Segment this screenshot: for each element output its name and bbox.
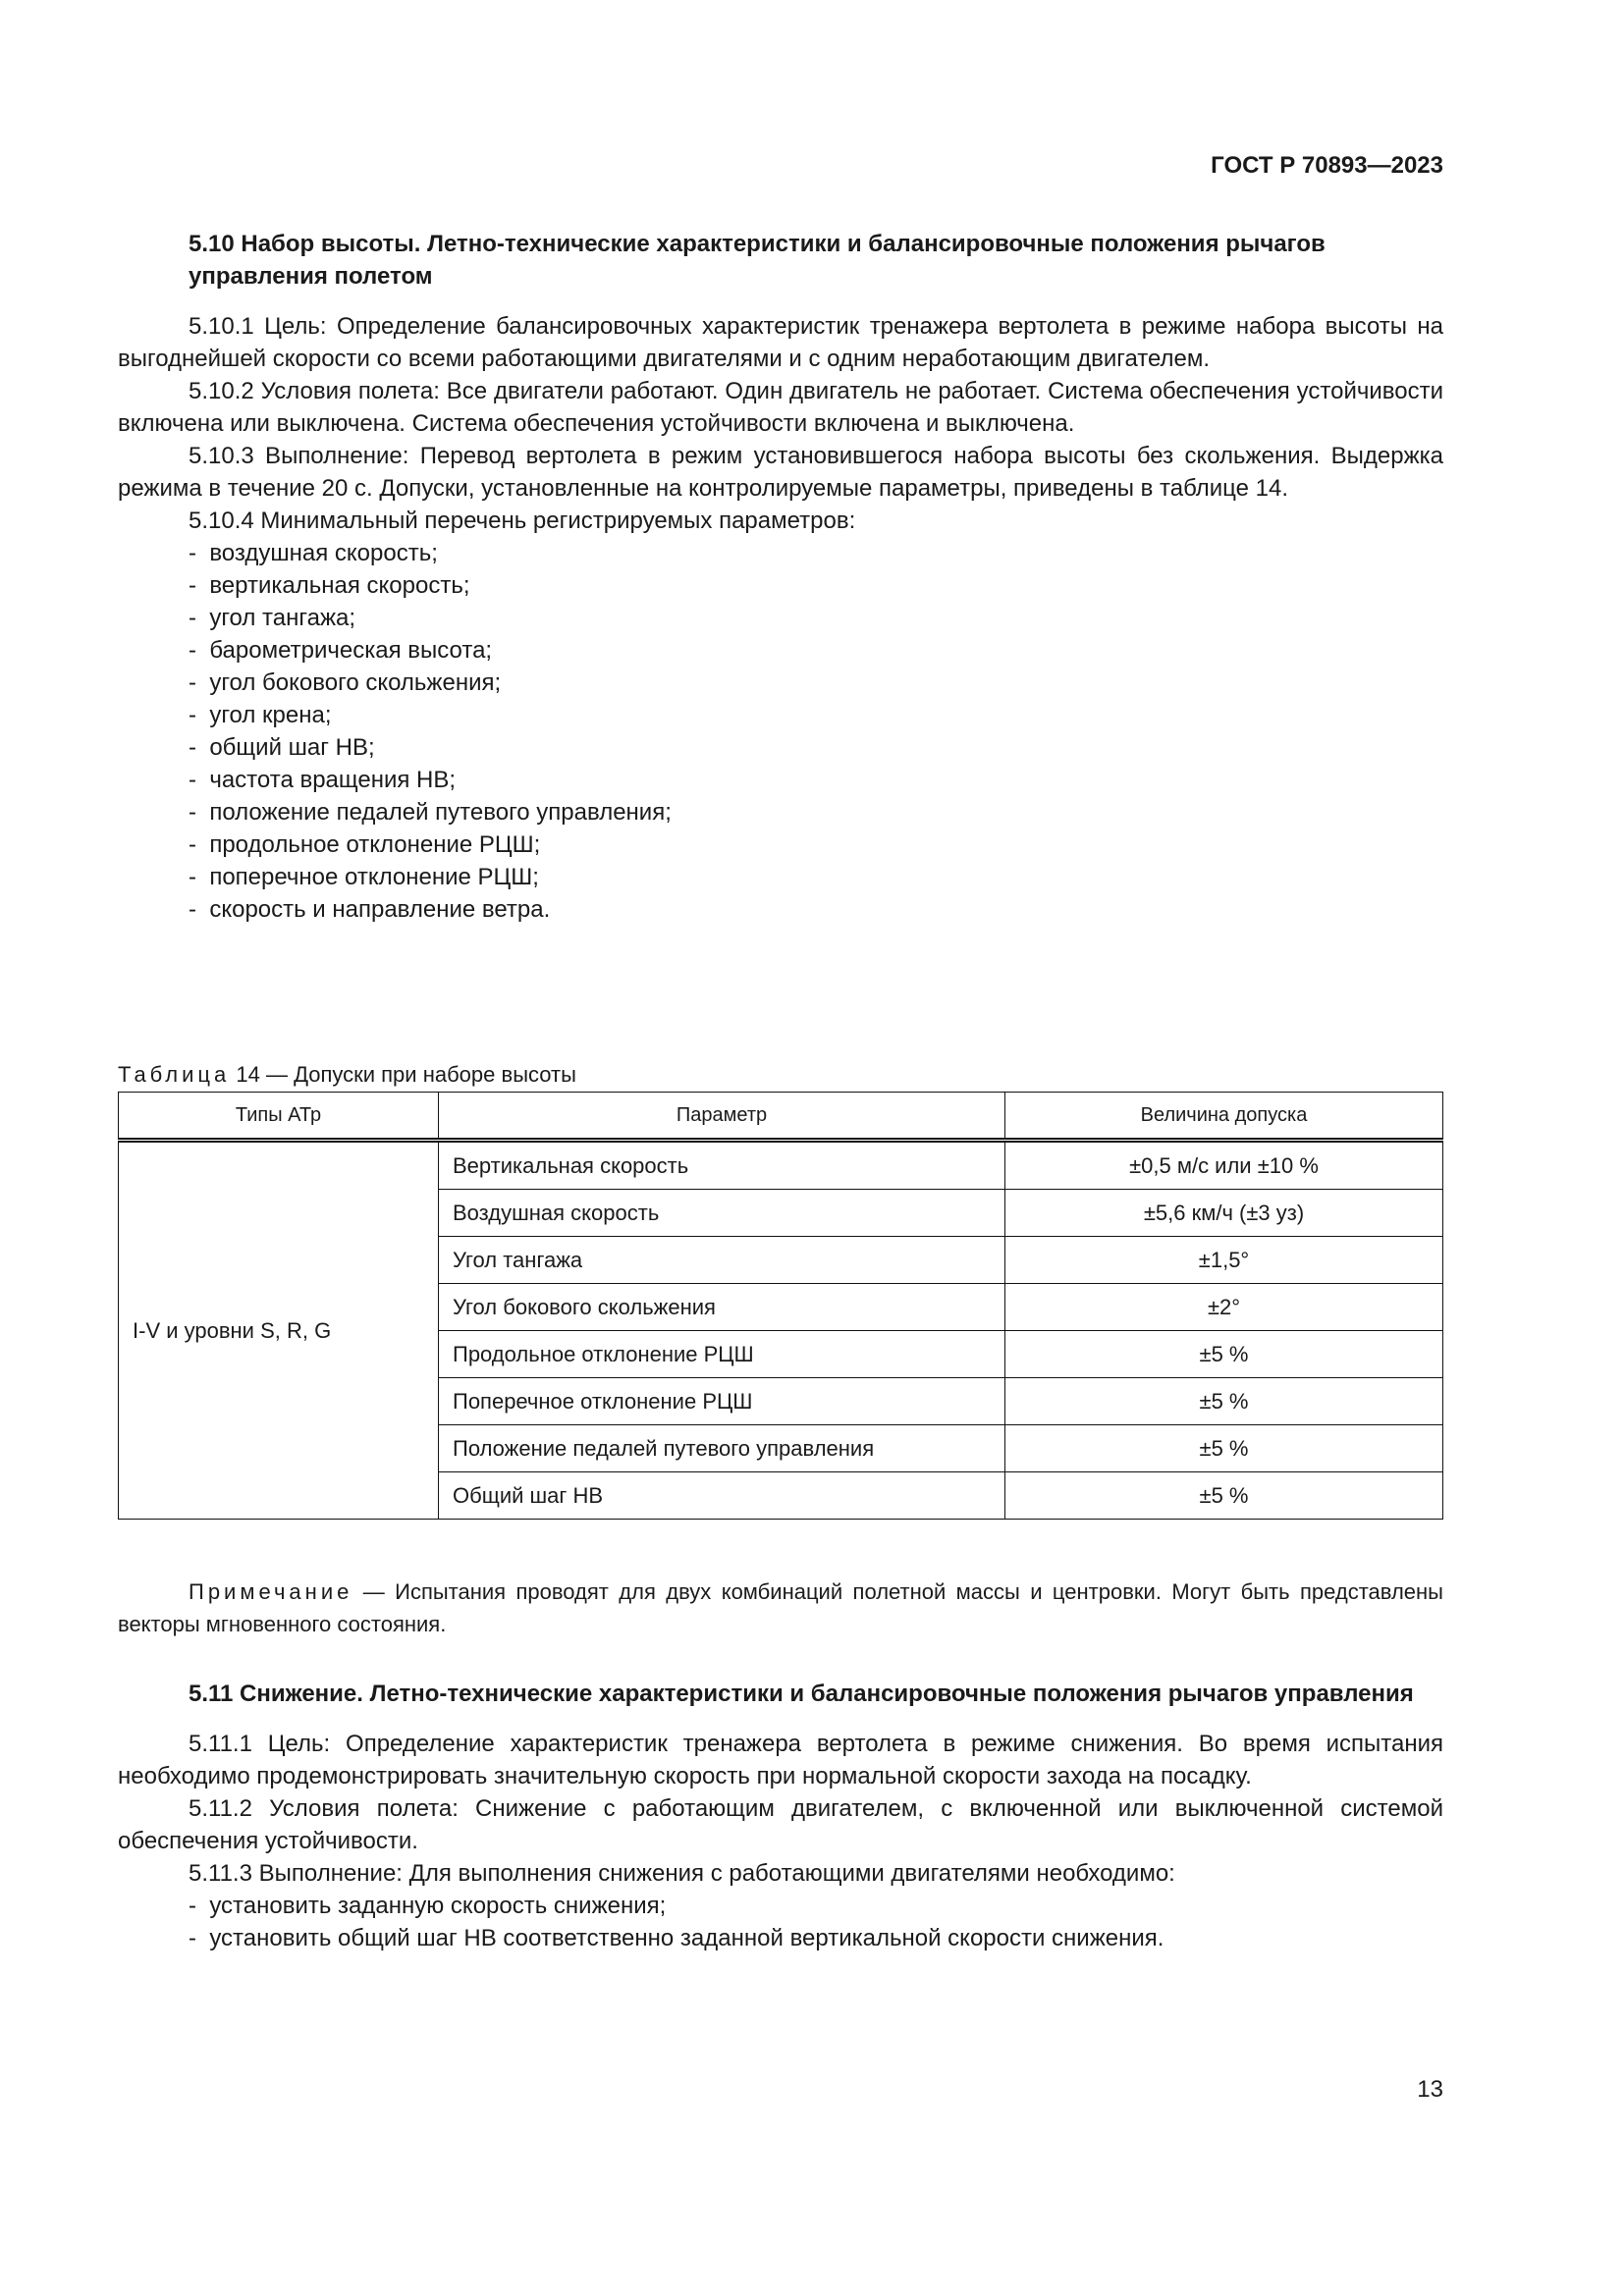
tolerance-cell: ±0,5 м/с или ±10 % [1005,1141,1443,1190]
tolerance-table [118,1092,1443,1520]
parameter-cell: Общий шаг НВ [439,1472,1005,1520]
parameter-cell: Воздушная скорость [439,1190,1005,1237]
procedure-list [118,1890,1443,1954]
tolerance-cell: ±5 % [1005,1472,1443,1520]
table-note [118,1575,1443,1640]
parameter-cell: Угол тангажа [439,1237,1005,1284]
tolerance-cell: ±5 % [1005,1331,1443,1378]
tolerance-cell: ±2° [1005,1284,1443,1331]
table-row [119,1141,1443,1190]
table-caption [118,1058,576,1091]
section-heading: 5.10 Набор высоты. Летно-технические характеристики и балансировочные положения рычагов управления полетом [189,231,1326,290]
paragraph-5-10-2: 5.10.2 Условия полета: Все двигатели работают. Один двигатель не работает. Система обеспечения устойчивости включена или выключена. Система обеспечения устойчивости включена и выключена. [118,378,1443,437]
list-item: - скорость и направление ветра. [189,893,1443,926]
paragraph-5-10-1: 5.10.1 Цель: Определение балансировочных характеристик тренажера вертолета в режиме набора высоты на выгоднейшей скорости со всеми работающими двигателями и с одним неработающим двигателем. [118,313,1443,372]
tolerance-cell: ±5 % [1005,1425,1443,1472]
types-cell: I-V и уровни S, R, G [119,1141,439,1520]
paragraph-5-11-1: 5.11.1 Цель: Определение характеристик тренажера вертолета в режиме снижения. Во время испытания необходимо продемонстрировать значительную скорость при нормальной скорости захода на посадку. [118,1731,1443,1789]
parameter-cell: Вертикальная скорость [439,1141,1005,1190]
list-item: - общий шаг НВ; [189,731,1443,764]
list-item: - поперечное отклонение РЦШ; [189,861,1443,893]
paragraph-5-10-3: 5.10.3 Выполнение: Перевод вертолета в режим установившегося набора высоты без скольжения. Выдержка режима в течение 20 с. Допуски, установленные на контролируемые параметры, приведены в таблице 14. [118,443,1443,502]
table-caption-label: Таблица [118,1062,231,1087]
parameter-cell: Положение педалей путевого управления [439,1425,1005,1472]
table-header-row [119,1093,1443,1141]
list-item: - продольное отклонение РЦШ; [189,828,1443,861]
list-item: - барометрическая высота; [189,634,1443,667]
column-header-types: Типы АТр [119,1093,439,1141]
list-item: - воздушная скорость; [189,537,1443,569]
column-header-parameter: Параметр [439,1093,1005,1141]
section-5-10 [118,228,1443,926]
table-caption-text: 14 — Допуски при наборе высоты [230,1062,576,1087]
tolerance-cell: ±5 % [1005,1378,1443,1425]
parameter-cell: Поперечное отклонение РЦШ [439,1378,1005,1425]
section-5-11 [118,1678,1443,1954]
list-item: - установить заданную скорость снижения; [189,1890,1443,1922]
list-item: - частота вращения НВ; [189,764,1443,796]
note-label: Примечание [189,1579,353,1604]
tolerance-cell: ±1,5° [1005,1237,1443,1284]
list-item: - положение педалей путевого управления; [189,796,1443,828]
tolerance-cell: ±5,6 км/ч (±3 уз) [1005,1190,1443,1237]
paragraph-5-11-3: 5.11.3 Выполнение: Для выполнения снижения с работающими двигателями необходимо: [189,1860,1175,1887]
paragraph-5-11-2: 5.11.2 Условия полета: Снижение с работающим двигателем, с включенной или выключенной системой обеспечения устойчивости. [118,1795,1443,1854]
list-item: - вертикальная скорость; [189,569,1443,602]
column-header-tolerance: Величина допуска [1005,1093,1443,1141]
parameter-cell: Угол бокового скольжения [439,1284,1005,1331]
note-text: — Испытания проводят для двух комбинаций полетной массы и центровки. Могут быть представлены векторы мгновенного состояния. [118,1579,1443,1636]
list-item: - угол крена; [189,699,1443,731]
paragraph-5-10-4: 5.10.4 Минимальный перечень регистрируемых параметров: [189,507,856,534]
parameter-list [118,537,1443,926]
page-number: 13 [1417,2076,1443,2103]
parameter-cell: Продольное отклонение РЦШ [439,1331,1005,1378]
document-id-header: ГОСТ Р 70893—2023 [1211,152,1443,179]
section-heading: 5.11 Снижение. Летно-технические характеристики и балансировочные положения рычагов управления [189,1681,1414,1707]
list-item: - угол бокового скольжения; [189,667,1443,699]
list-item: - установить общий шаг НВ соответственно заданной вертикальной скорости снижения. [189,1922,1443,1954]
list-item: - угол тангажа; [189,602,1443,634]
